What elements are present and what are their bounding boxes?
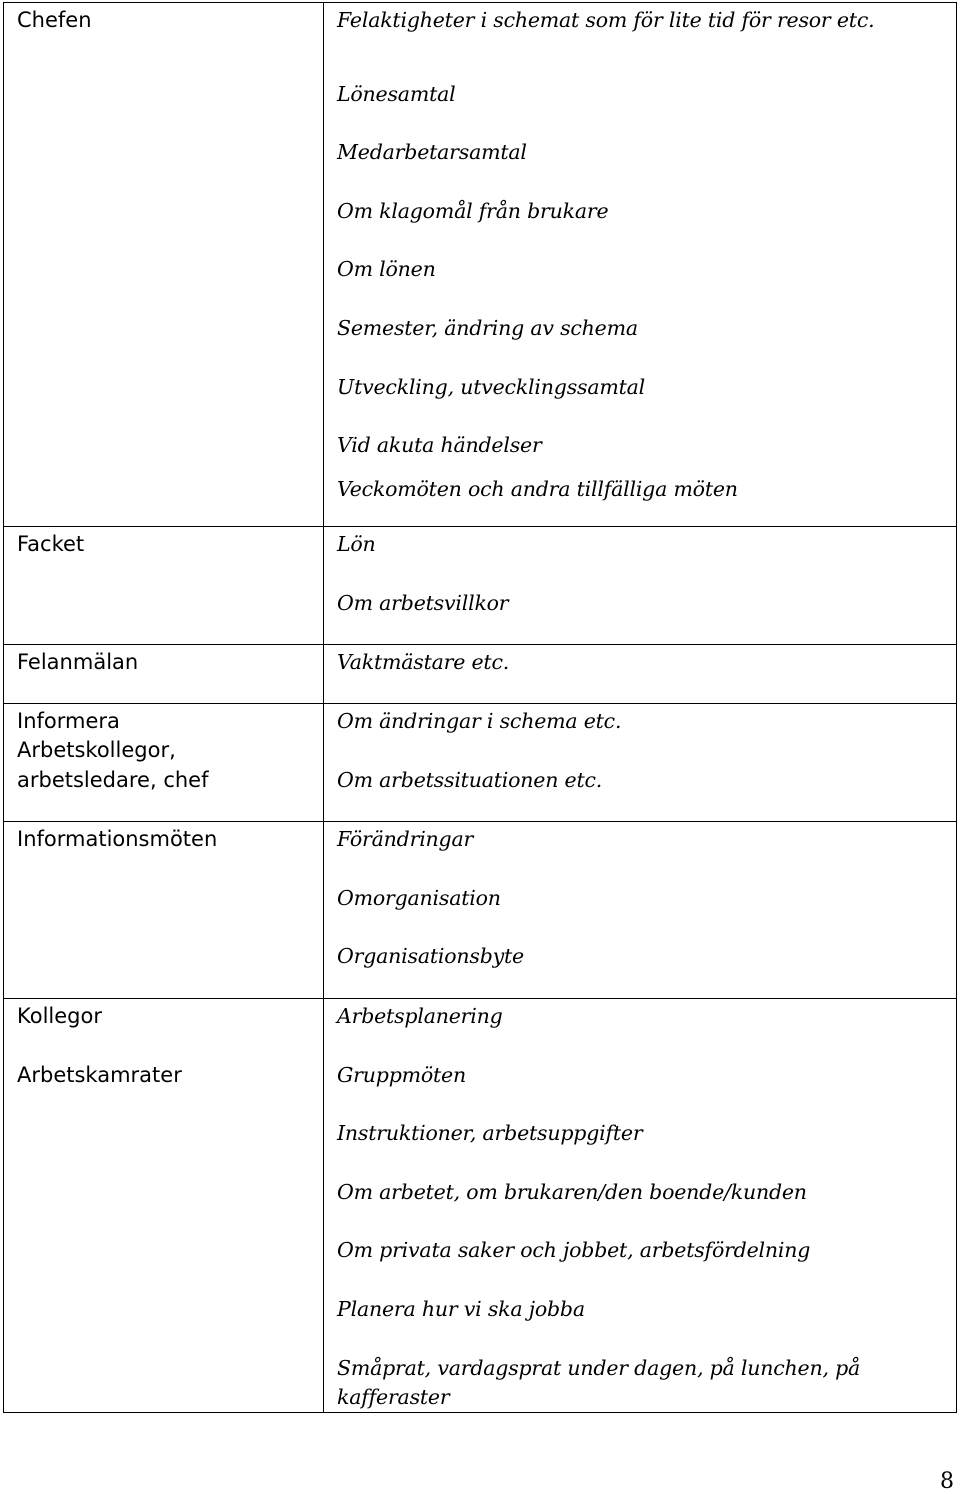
source-label: Informera bbox=[17, 709, 120, 733]
topic-item: Vid akuta händelser bbox=[337, 433, 542, 458]
topic-item: Om privata saker och jobbet, arbetsfördelning bbox=[337, 1238, 811, 1263]
source-label: Facket bbox=[17, 532, 85, 556]
topic-item: Felaktigheter i schemat som för lite tid för resor etc. bbox=[337, 8, 875, 32]
source-label: Arbetskollegor, bbox=[17, 738, 176, 763]
topic-item: Veckomöten och andra tillfälliga möten bbox=[337, 476, 738, 501]
topic-item: Omorganisation bbox=[337, 885, 501, 910]
topics-cell bbox=[324, 822, 957, 999]
table-row bbox=[4, 999, 957, 1413]
topics-cell bbox=[324, 999, 957, 1413]
topic-item: Vaktmästare etc. bbox=[337, 650, 510, 674]
topic-item: Om arbetssituationen etc. bbox=[337, 767, 603, 792]
topics-cell bbox=[324, 704, 957, 822]
topic-item: Småprat, vardagsprat under dagen, på lunchen, på kafferaster bbox=[337, 1355, 861, 1409]
source-cell bbox=[4, 645, 324, 704]
table-row bbox=[4, 527, 957, 645]
source-cell bbox=[4, 999, 324, 1413]
table-row bbox=[4, 704, 957, 822]
source-label: Felanmälan bbox=[17, 650, 139, 674]
topic-item: Gruppmöten bbox=[337, 1062, 466, 1087]
topic-item: Medarbetarsamtal bbox=[337, 140, 527, 165]
table-row bbox=[4, 822, 957, 999]
topic-item: Arbetsplanering bbox=[337, 1004, 503, 1028]
topics-cell bbox=[324, 527, 957, 645]
topic-item: Förändringar bbox=[337, 827, 474, 851]
source-label: Kollegor bbox=[17, 1004, 102, 1028]
communication-table bbox=[3, 2, 957, 1413]
source-cell bbox=[4, 704, 324, 822]
topic-item: Om ändringar i schema etc. bbox=[337, 709, 622, 733]
topic-item: Instruktioner, arbetsuppgifter bbox=[337, 1121, 643, 1146]
topic-item: Om arbetsvillkor bbox=[337, 590, 509, 615]
topics-cell bbox=[324, 3, 957, 527]
source-cell bbox=[4, 3, 324, 527]
topics-cell bbox=[324, 645, 957, 704]
source-label: Informationsmöten bbox=[17, 827, 218, 851]
table-row bbox=[4, 645, 957, 704]
page-number: 8 bbox=[940, 1469, 954, 1494]
source-label: arbetsledare, chef bbox=[17, 767, 209, 792]
source-label: Chefen bbox=[17, 8, 92, 32]
source-cell bbox=[4, 822, 324, 999]
topic-item: Planera hur vi ska jobba bbox=[337, 1296, 585, 1321]
topic-item: Om arbetet, om brukaren/den boende/kunden bbox=[337, 1179, 807, 1204]
topic-item: Utveckling, utvecklingssamtal bbox=[337, 374, 646, 399]
topic-item: Om lönen bbox=[337, 257, 436, 282]
topic-item: Semester, ändring av schema bbox=[337, 315, 638, 340]
table-row bbox=[4, 3, 957, 527]
topic-item: Organisationsbyte bbox=[337, 944, 524, 969]
source-label: Arbetskamrater bbox=[17, 1062, 182, 1087]
topic-item: Lönesamtal bbox=[337, 81, 456, 106]
topic-item: Lön bbox=[337, 532, 376, 556]
source-cell bbox=[4, 527, 324, 645]
topic-item: Om klagomål från brukare bbox=[337, 198, 609, 223]
